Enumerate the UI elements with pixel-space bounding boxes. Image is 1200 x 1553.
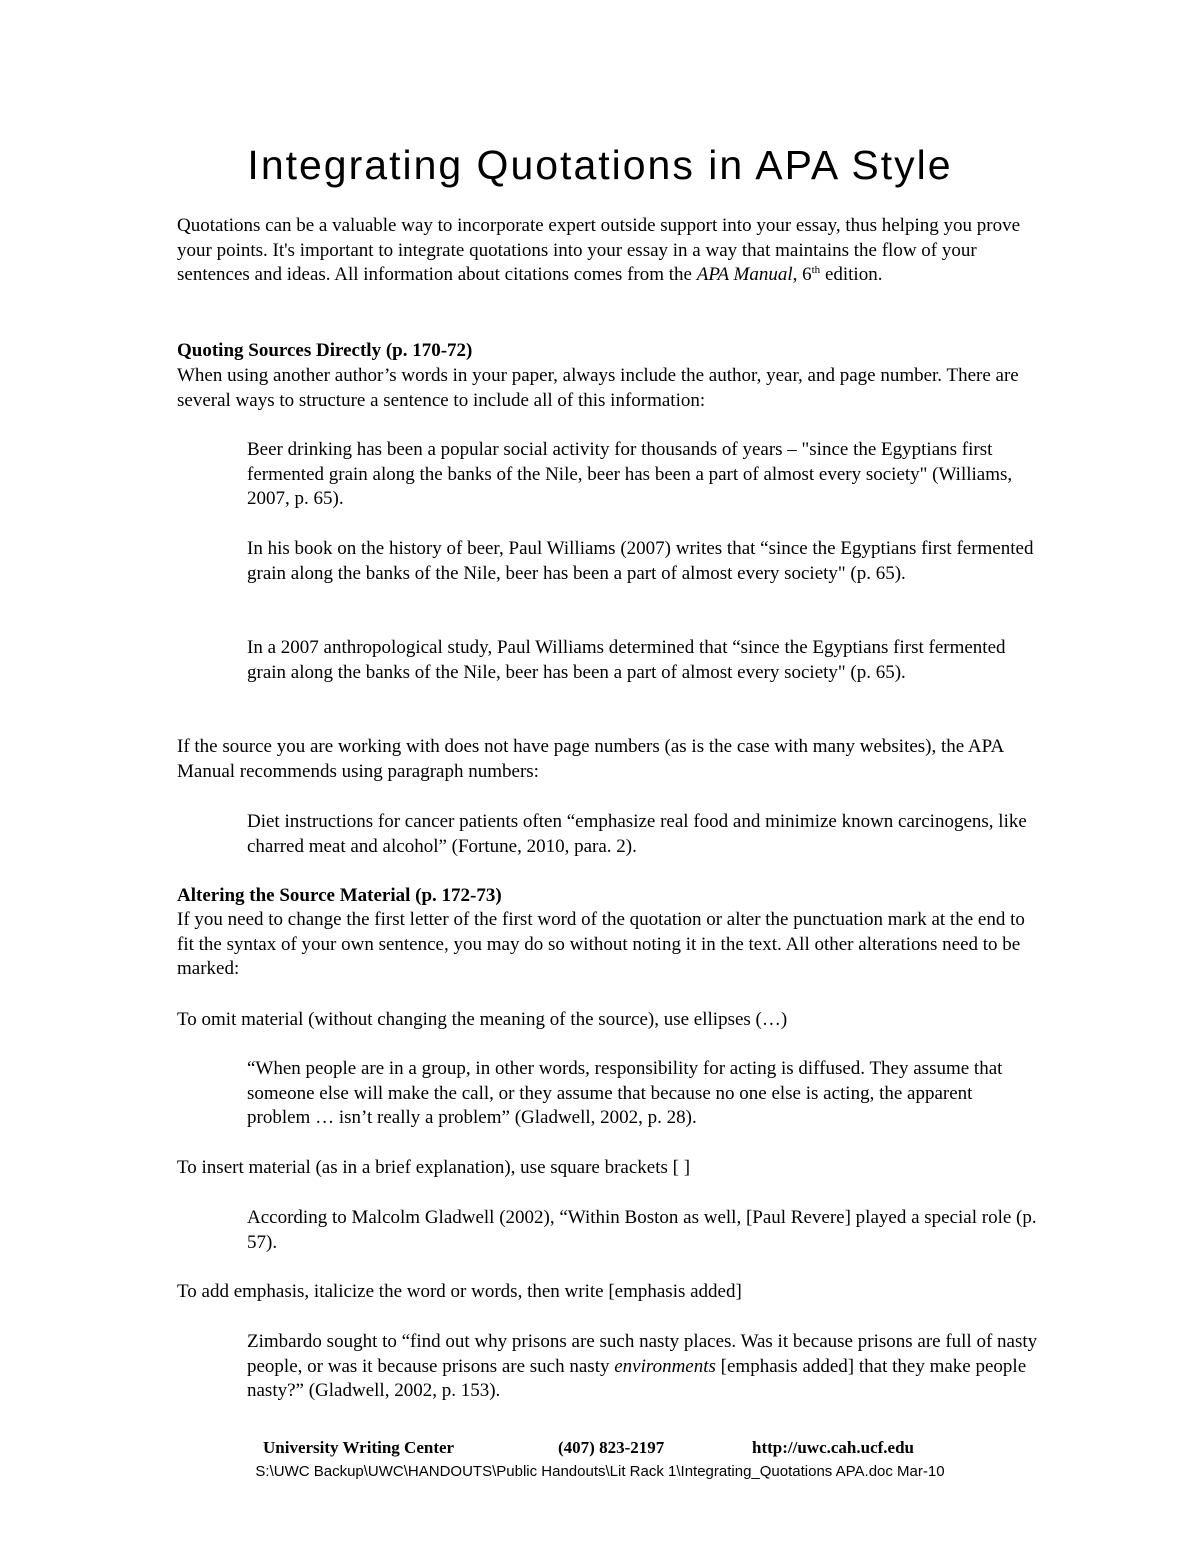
page-numbers-paragraph: If the source you are working with does not have page numbers (as is the case with many websites), the APA Manual recommends using paragraph numbers:	[177, 736, 1004, 782]
block-quote-example: According to Malcolm Gladwell (2002), “Within Boston as well, [Paul Revere] played a special role (p. 57).	[247, 1207, 1037, 1253]
emphasis-quote-end: [emphasis added] that they make people nasty?” (Gladwell, 2002, p. 153).	[247, 1355, 1027, 1402]
emphasized-word: environments	[614, 1355, 716, 1377]
intro-paragraph	[177, 214, 1037, 288]
footer-organization: University Writing Center	[263, 1438, 455, 1457]
block-quote-example: “When people are in a group, in other words, responsibility for acting is diffused. They assume that someone else will make the call, or they assume that because no one else is acting, the apparent problem … isn’t really a problem” (Gladwell, 2002, p. 28).	[247, 1058, 1003, 1129]
footer-file-path: S:\UWC Backup\UWC\HANDOUTS\Public Handouts\Lit Rack 1\Integrating_Quotations APA.doc Mar-10	[255, 1463, 945, 1480]
block-quote-example: Diet instructions for cancer patients often “emphasize real food and minimize known carcinogens, like charred meat and alcohol” (Fortune, 2010, para. 2).	[247, 811, 1027, 857]
quoting-paragraph: When using another author’s words in your paper, always include the author, year, and page number. There are several ways to structure a sentence to include all of this information:	[177, 365, 1019, 411]
block-quote-example: In his book on the history of beer, Paul Williams (2007) writes that “since the Egyptians first fermented grain along the banks of the Nile, beer has been a part of almost every society" (p. 65).	[247, 538, 1034, 584]
section-heading-quoting: Quoting Sources Directly (p. 170-72)	[177, 340, 473, 361]
footer-url: http://uwc.cah.ucf.edu	[752, 1438, 914, 1457]
emphasis-instruction: To add emphasis, italicize the word or words, then write [emphasis added]	[177, 1281, 742, 1302]
insert-instruction: To insert material (as in a brief explanation), use square brackets [ ]	[177, 1157, 691, 1178]
block-quote-example: In a 2007 anthropological study, Paul Williams determined that “since the Egyptians first fermented grain along the banks of the Nile, beer has been a part of almost every society" (p. 65).	[247, 637, 1006, 683]
omit-instruction: To omit material (without changing the meaning of the source), use ellipses (…)	[177, 1009, 788, 1030]
intro-text-end: edition.	[820, 264, 883, 286]
block-quote-example: Beer drinking has been a popular social activity for thousands of years – "since the Egyptians first fermented grain along the banks of the Nile, beer has been a part of almost every society" (Williams, 2007, p. 65).	[247, 439, 1013, 510]
intro-text: Quotations can be a valuable way to incorporate expert outside support into your essay, thus helping you prove your points. It's important to integrate quotations into your essay in a way that maintains the flow of your sentences and ideas. All information about citations comes from the	[177, 215, 1021, 286]
footer-phone: (407) 823-2197	[558, 1438, 665, 1457]
section-heading-altering: Altering the Source Material (p. 172-73)	[177, 885, 502, 906]
edition-suffix: th	[811, 264, 821, 277]
edition-number: , 6	[792, 264, 812, 286]
block-quote-example	[247, 1330, 1047, 1404]
page-title: Integrating Quotations in APA Style	[247, 142, 953, 188]
apa-manual-title: APA Manual	[696, 264, 793, 286]
emphasis-quote-start: Zimbardo sought to “find out why prisons are such nasty places. Was it because prisons are full of nasty people, or was it because prisons are such nasty	[247, 1331, 1038, 1377]
altering-paragraph: If you need to change the first letter of the first word of the quotation or alter the punctuation mark at the end to fit the syntax of your own sentence, you may do so without noting it in the text. All other alterations need to be marked:	[177, 909, 1025, 980]
